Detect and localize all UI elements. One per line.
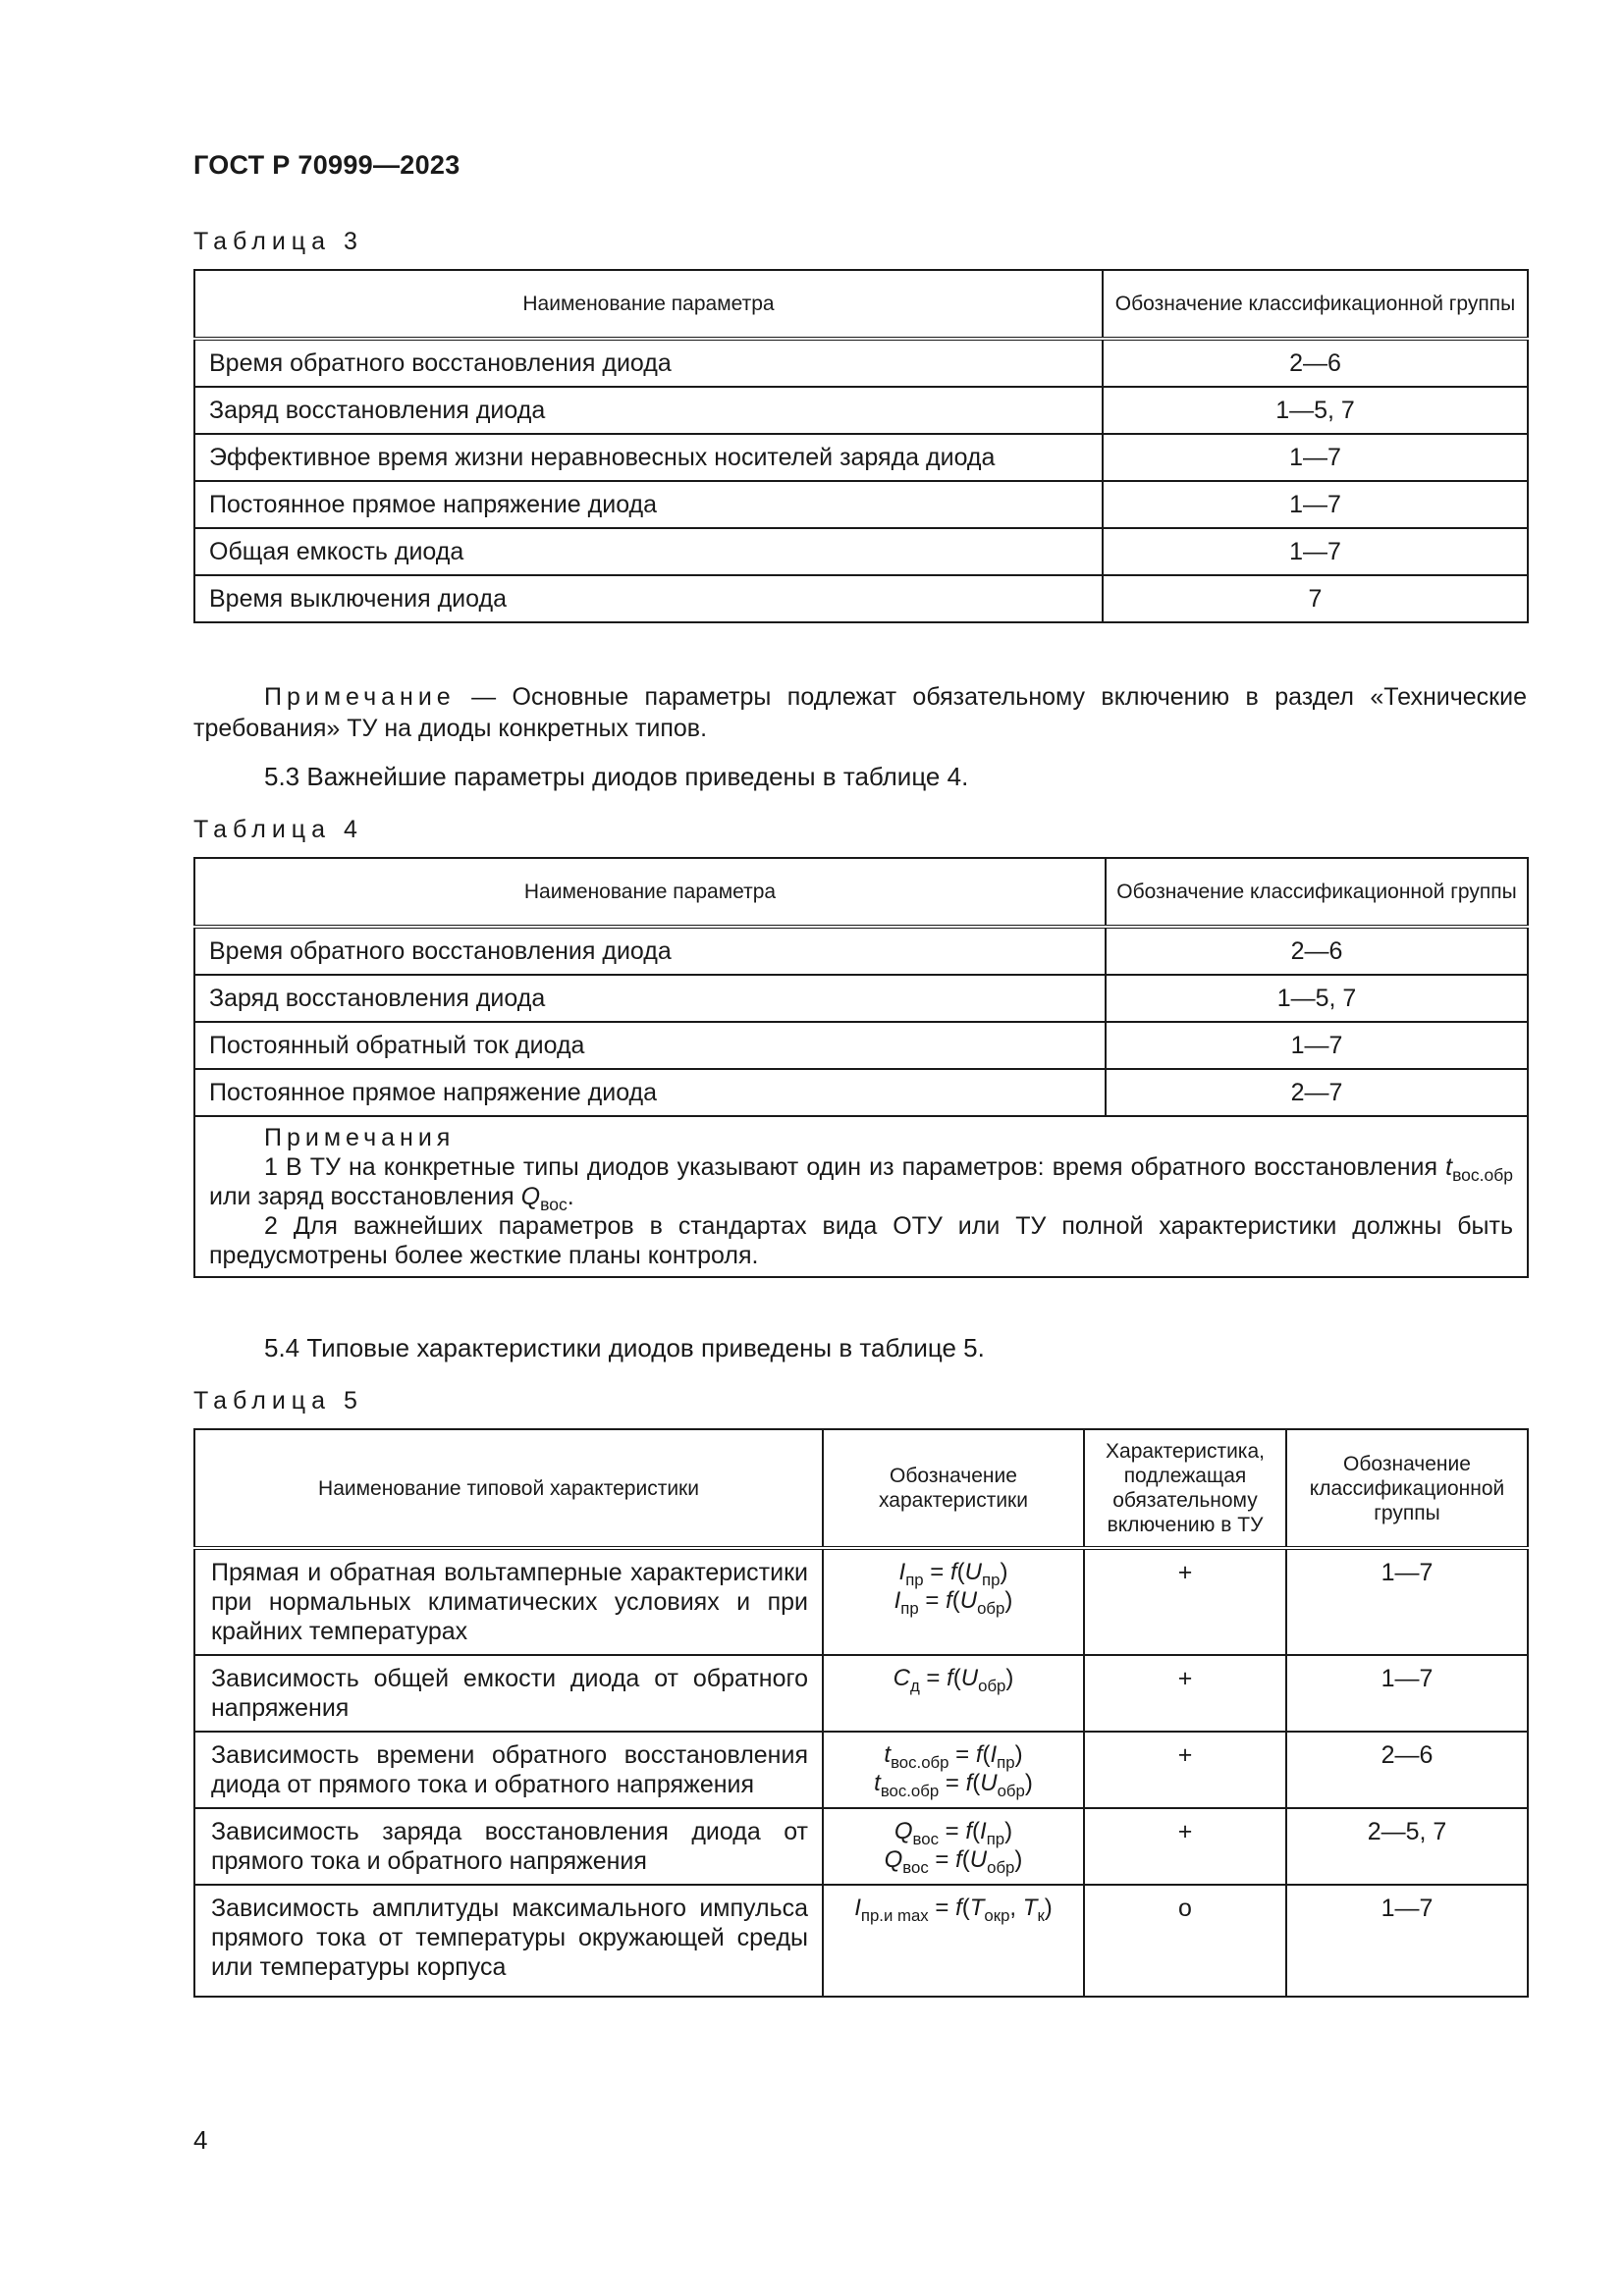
- group-value: 1—5, 7: [1106, 975, 1528, 1022]
- param-name: Заряд восстановления диода: [194, 387, 1103, 434]
- table-row: [194, 339, 1528, 387]
- group-value: 1—7: [1286, 1885, 1528, 1997]
- characteristic-symbol: $C_д = f(U_{обр})$: [823, 1655, 1084, 1732]
- table-5: [193, 1428, 1529, 1998]
- param-name: Время обратного восстановления диода: [194, 339, 1103, 387]
- mandatory-mark: +: [1084, 1655, 1286, 1732]
- document-header: ГОСТ Р 70999—2023: [193, 150, 460, 180]
- characteristic-symbol: $I_{пр} = f(U_{пр})$ $I_{пр} = f(U_{обр})$: [823, 1548, 1084, 1655]
- group-value: 1—7: [1103, 528, 1528, 575]
- param-name: Эффективное время жизни неравновесных носителей заряда диода: [194, 434, 1103, 481]
- table-3: [193, 269, 1529, 623]
- table-4-caption: Таблица 4: [193, 816, 363, 843]
- table-row: [194, 481, 1528, 528]
- table-3-header-name: Наименование параметра: [194, 270, 1103, 339]
- table-4-notes-row: [194, 1116, 1528, 1277]
- group-value: 1—7: [1103, 434, 1528, 481]
- table-row: [194, 1655, 1528, 1732]
- table-3-note: [193, 681, 1527, 744]
- table-4: [193, 857, 1529, 1278]
- param-name: Постоянное прямое напряжение диода: [194, 1069, 1106, 1116]
- group-value: 1—7: [1103, 481, 1528, 528]
- note-1: 1 В ТУ на конкретные типы диодов указывают один из параметров: время обратного восстановления $t_{вос.обр}$ или заряд восстановления $Q_{вос}$.: [209, 1153, 1513, 1215]
- table-row: [194, 927, 1528, 975]
- characteristic-name: Зависимость амплитуды максимального импульса прямого тока от температуры окружающей среды или температуры корпуса: [194, 1885, 823, 1997]
- table-row: [194, 1548, 1528, 1655]
- table-row: [194, 1885, 1528, 1997]
- table-5-header-group: Обозначение классификационной группы: [1286, 1429, 1528, 1548]
- table-5-header-symbol: Обозначение характеристики: [823, 1429, 1084, 1548]
- param-name: Постоянное прямое напряжение диода: [194, 481, 1103, 528]
- group-value: 2—6: [1286, 1732, 1528, 1808]
- group-value: 2—5, 7: [1286, 1808, 1528, 1885]
- characteristic-name: Прямая и обратная вольтамперные характеристики при нормальных климатических условиях и при крайних температурах: [194, 1548, 823, 1655]
- table-3-header-group: Обозначение классификационной группы: [1103, 270, 1528, 339]
- table-5-header-name: Наименование типовой характеристики: [194, 1429, 823, 1548]
- group-value: 1—5, 7: [1103, 387, 1528, 434]
- group-value: 2—6: [1106, 927, 1528, 975]
- param-name: Время выключения диода: [194, 575, 1103, 622]
- table-row: [194, 1732, 1528, 1808]
- note-lead: Примечание: [264, 683, 456, 711]
- table-row: [194, 434, 1528, 481]
- mandatory-mark: +: [1084, 1808, 1286, 1885]
- notes-heading: Примечания: [264, 1124, 456, 1151]
- table-row: [194, 528, 1528, 575]
- table-row: [194, 1022, 1528, 1069]
- table-4-notes: [194, 1116, 1528, 1277]
- table-row: [194, 575, 1528, 622]
- characteristic-name: Зависимость заряда восстановления диода от прямого тока и обратного напряжения: [194, 1808, 823, 1885]
- table-row: [194, 387, 1528, 434]
- param-name: Постоянный обратный ток диода: [194, 1022, 1106, 1069]
- param-name: Время обратного восстановления диода: [194, 927, 1106, 975]
- note-2: 2 Для важнейших параметров в стандартах вида ОТУ или ТУ полной характеристики должны быть предусмотрены более жесткие планы контроля.: [209, 1212, 1513, 1269]
- table-4-header-group: Обозначение классификационной группы: [1106, 858, 1528, 927]
- mandatory-mark: о: [1084, 1885, 1286, 1997]
- table-3-caption: Таблица 3: [193, 228, 363, 255]
- group-value: 2—7: [1106, 1069, 1528, 1116]
- group-value: 1—7: [1106, 1022, 1528, 1069]
- paragraph-5-4: 5.4 Типовые характеристики диодов приведены в таблице 5.: [264, 1333, 985, 1362]
- group-value: 1—7: [1286, 1548, 1528, 1655]
- group-value: 1—7: [1286, 1655, 1528, 1732]
- page-number: 4: [193, 2125, 208, 2155]
- table-row: [194, 975, 1528, 1022]
- param-name: Заряд восстановления диода: [194, 975, 1106, 1022]
- group-value: 2—6: [1103, 339, 1528, 387]
- table-row: [194, 1808, 1528, 1885]
- characteristic-symbol: $I_{пр.и max} = f(T_{окр}$, $T_к$): [823, 1885, 1084, 1997]
- characteristic-name: Зависимость общей емкости диода от обратного напряжения: [194, 1655, 823, 1732]
- mandatory-mark: +: [1084, 1548, 1286, 1655]
- param-name: Общая емкость диода: [194, 528, 1103, 575]
- group-value: 7: [1103, 575, 1528, 622]
- note-text: — Основные параметры подлежат обязательному включению в раздел «Технические требования» ТУ на диоды конкретных типов.: [193, 683, 1527, 742]
- mandatory-mark: +: [1084, 1732, 1286, 1808]
- characteristic-symbol: $t_{вос.обр} = f(I_{пр})$ $t_{вос.обр} = f(U_{обр})$: [823, 1732, 1084, 1808]
- table-5-caption: Таблица 5: [193, 1387, 363, 1415]
- paragraph-5-3: 5.3 Важнейшие параметры диодов приведены в таблице 4.: [264, 762, 969, 791]
- table-5-header-mandatory: Характеристика, подлежащая обязательному включению в ТУ: [1084, 1429, 1286, 1548]
- characteristic-symbol: $Q_{вос} = f(I_{пр})$ $Q_{вос} = f(U_{обр})$: [823, 1808, 1084, 1885]
- table-4-header-name: Наименование параметра: [194, 858, 1106, 927]
- table-row: [194, 1069, 1528, 1116]
- characteristic-name: Зависимость времени обратного восстановления диода от прямого тока и обратного напряжения: [194, 1732, 823, 1808]
